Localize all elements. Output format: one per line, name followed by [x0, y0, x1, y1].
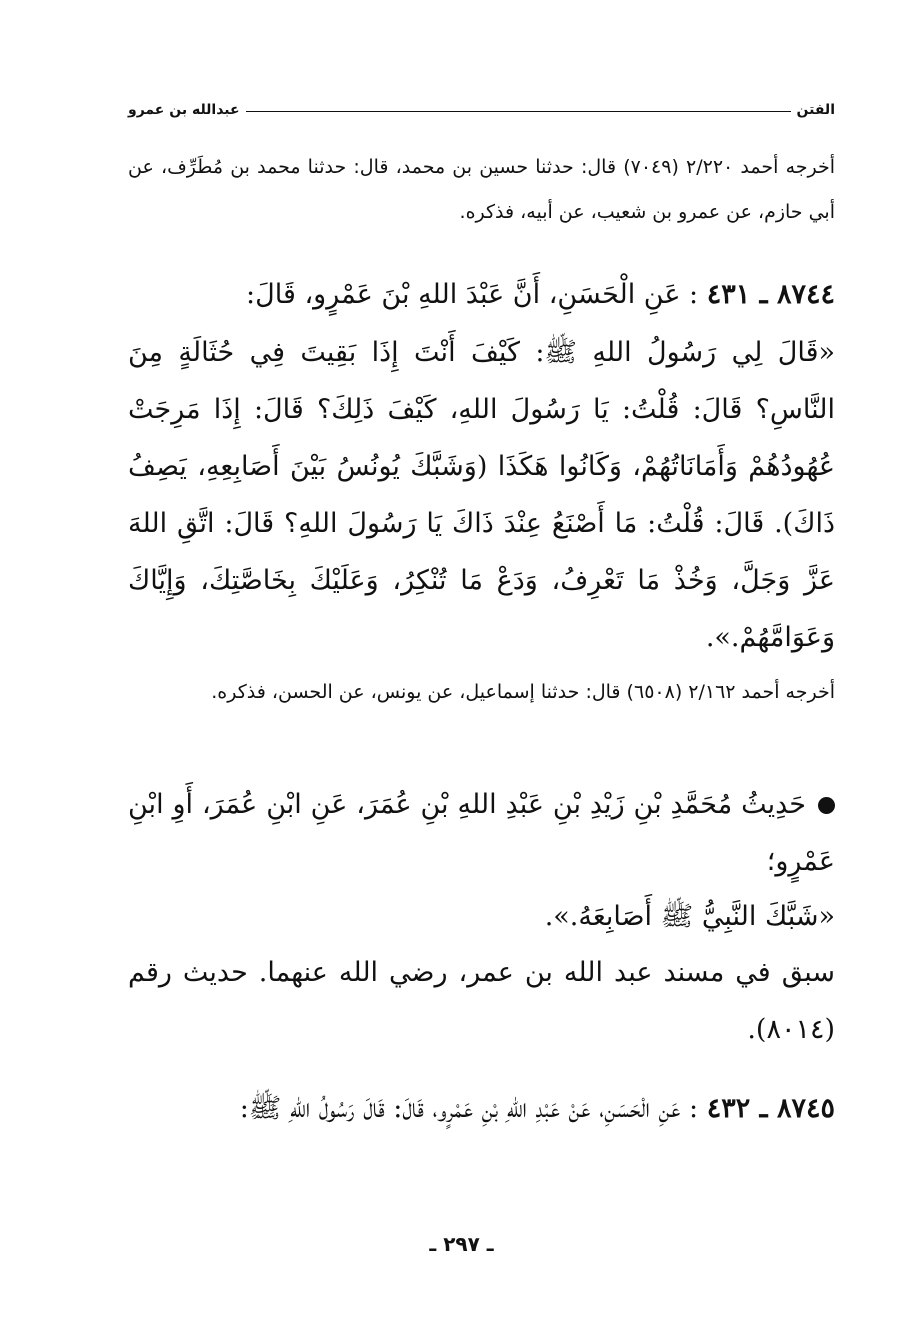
hadith-isnad: : عَنِ الْحَسَنِ، عَنْ عَبْدِ اللهِ بْنِ عَمْرٍو، قَالَ: قَالَ رَسُولُ اللهِ ﷺ:: [239, 1093, 699, 1124]
running-header: [128, 94, 835, 118]
author-title: عبدالله بن عمرو: [128, 102, 240, 118]
hadith-matn-text: «قَالَ لِي رَسُولُ اللهِ ﷺ: كَيْفَ أَنْتَ إِذَا بَقِيتَ فِي حُثَالَةٍ مِنَ النَّاسِ؟ قَالَ: قُلْتُ: يَا رَسُولَ اللهِ، كَيْفَ ذَلِكَ؟ قَالَ: إِذَا مَرِجَتْ عُهُودُهُمْ وَأَمَانَاتُهُمْ، وَكَانُوا هَكَذَا (وَشَبَّكَ يُونُسُ بَيْنَ أَصَابِعِهِ، يَصِفُ ذَاكَ). قَالَ: قُلْتُ: مَا أَصْنَعُ عِنْدَ ذَاكَ يَا رَسُولَ اللهِ؟ قَالَ: اتَّقِ اللهَ عَزَّ وَجَلَّ، وَخُذْ مَا تَعْرِفُ، وَدَعْ مَا تُنْكِرُ، وَعَلَيْكَ بِخَاصَّتِكَ، وَإِيَّاكَ وَعَوَامَّهُمْ.».: [128, 337, 835, 653]
hadith-matn-8744: [128, 324, 835, 666]
takhrij-note-text: أخرجه أحمد ٢/١٦٢ (٦٥٠٨) قال: حدثنا إسماعيل، عن يونس، عن الحسن، فذكره.: [211, 681, 835, 703]
hadith-number: ٨٧٤٥ ـ ٤٣٢: [706, 1093, 835, 1124]
takhrij-note-text: أخرجه أحمد ٢/٢٢٠ (٧٠٤٩) قال: حدثنا حسين بن محمد، قال: حدثنا محمد بن مُطَرِّف، عن أبي حازم، عن عمرو بن شعيب، عن أبيه، فذكره.: [128, 156, 836, 223]
short-quote-text: «شَبَّكَ النَّبِيُّ ﷺ أَصَابِعَهُ.».: [544, 901, 835, 932]
hadith-number: ٨٧٤٤ ـ ٤٣١: [706, 279, 835, 310]
takhrij-note-1: [128, 145, 835, 235]
takhrij-note-2: [128, 670, 835, 715]
hadith-heading-8744: [128, 266, 835, 323]
section-title: الفتن: [796, 102, 835, 118]
bullet-heading: [128, 776, 835, 890]
cross-reference: [128, 944, 835, 1058]
bullet-icon: [818, 797, 835, 814]
bullet-heading-text: حَدِيثُ مُحَمَّدِ بْنِ زَيْدِ بْنِ عَبْدِ اللهِ بْنِ عُمَرَ، عَنِ ابْنِ عُمَرَ، أَوِ ابْنِ عَمْرٍو؛: [128, 789, 835, 877]
hadith-heading-8745: [128, 1080, 835, 1137]
page-number: ـ ٢٩٧ ـ: [429, 1232, 494, 1256]
hadith-isnad: : عَنِ الْحَسَنِ، أَنَّ عَبْدَ اللهِ بْنَ عَمْرٍو، قَالَ:: [246, 279, 699, 310]
short-quote: [128, 888, 835, 945]
header-rule: [246, 111, 791, 112]
cross-reference-text: سبق في مسند عبد الله بن عمر، رضي الله عنهما. حديث رقم (٨٠١٤).: [128, 957, 836, 1045]
